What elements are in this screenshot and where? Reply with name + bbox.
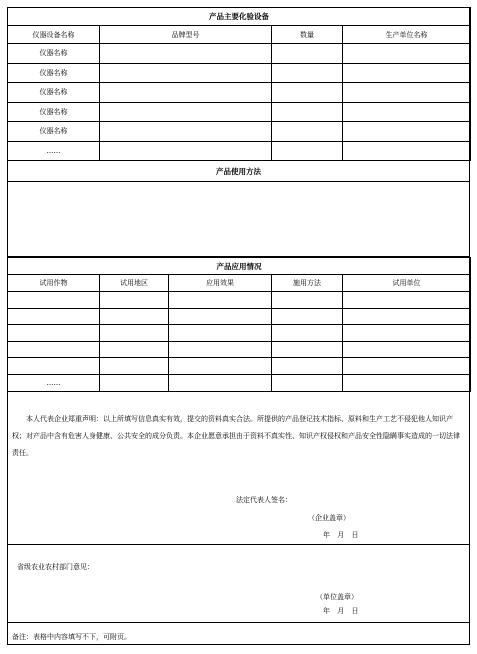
- application-header-cell: 试用单位: [343, 275, 471, 292]
- application-cell[interactable]: [343, 308, 471, 325]
- equipment-section-title: 产品主要化验设备: [8, 8, 471, 26]
- equipment-cell: 仪器名称: [8, 83, 100, 103]
- application-cell[interactable]: [272, 374, 343, 391]
- provincial-opinion-label: 省级农业农村部门意见：: [17, 563, 94, 571]
- application-header-row: [8, 275, 471, 292]
- equipment-header-row: [8, 26, 471, 44]
- equipment-row: [8, 63, 471, 83]
- application-row: [8, 308, 471, 325]
- application-header-cell: 应用效果: [169, 275, 272, 292]
- application-cell[interactable]: [343, 358, 471, 375]
- equipment-cell[interactable]: [272, 83, 343, 103]
- application-cell[interactable]: [272, 308, 343, 325]
- equipment-row: [8, 44, 471, 64]
- application-cell[interactable]: [343, 292, 471, 309]
- equipment-cell[interactable]: [100, 102, 272, 122]
- equipment-cell: 仪器名称: [8, 44, 100, 64]
- usage-method-section: [8, 163, 469, 257]
- application-cell[interactable]: [272, 358, 343, 375]
- application-form: [7, 7, 470, 645]
- equipment-cell[interactable]: [343, 102, 471, 122]
- declaration-text: 本人代表企业郑重声明：以上所填写信息真实有效，提交的资料真实合法。所提供的产品登记技术指标、原料和生产工艺不侵犯他人知识产权；对产品中含有危害人身健康、公共安全的成分负责。本企业愿意承担由于资料不真实性、知识产权侵权和产品安全性隐瞒事实造成的一切法律责任。: [12, 415, 460, 457]
- equipment-cell[interactable]: [272, 102, 343, 122]
- equipment-cell: ……: [8, 141, 100, 161]
- equipment-cell[interactable]: [272, 63, 343, 83]
- application-cell[interactable]: [100, 358, 169, 375]
- equipment-row: [8, 141, 471, 161]
- application-cell[interactable]: [343, 341, 471, 358]
- equipment-cell[interactable]: [100, 83, 272, 103]
- application-cell[interactable]: [8, 358, 100, 375]
- application-header-cell: 试用地区: [100, 275, 169, 292]
- application-cell[interactable]: [100, 308, 169, 325]
- declaration-date-label: 年 月 日: [323, 531, 359, 539]
- equipment-cell[interactable]: [343, 44, 471, 64]
- application-cell[interactable]: [100, 341, 169, 358]
- application-table: [7, 257, 471, 392]
- application-cell[interactable]: [169, 341, 272, 358]
- equipment-header-cell: 品牌型号: [100, 26, 272, 44]
- unit-seal-label: （单位盖章）: [316, 593, 358, 601]
- application-cell[interactable]: [100, 292, 169, 309]
- equipment-cell[interactable]: [343, 83, 471, 103]
- legal-representative-signature-label: 法定代表人签名：: [236, 496, 292, 504]
- equipment-header-cell: 仪器设备名称: [8, 26, 100, 44]
- application-cell[interactable]: [169, 358, 272, 375]
- application-cell[interactable]: [272, 292, 343, 309]
- equipment-cell[interactable]: [100, 44, 272, 64]
- usage-method-title: 产品使用方法: [8, 163, 469, 182]
- equipment-cell[interactable]: [343, 122, 471, 142]
- application-row: [8, 341, 471, 358]
- application-row: [8, 292, 471, 309]
- application-cell[interactable]: [8, 292, 100, 309]
- application-header-cell: 施用方法: [272, 275, 343, 292]
- equipment-cell[interactable]: [272, 141, 343, 161]
- application-cell[interactable]: [343, 374, 471, 391]
- application-cell: ……: [8, 374, 100, 391]
- application-section-title: 产品应用情况: [8, 258, 471, 275]
- application-cell[interactable]: [343, 325, 471, 342]
- application-cell[interactable]: [8, 325, 100, 342]
- application-row: [8, 374, 471, 391]
- equipment-cell[interactable]: [100, 122, 272, 142]
- application-cell[interactable]: [272, 341, 343, 358]
- equipment-cell[interactable]: [272, 122, 343, 142]
- application-cell[interactable]: [272, 325, 343, 342]
- application-cell[interactable]: [169, 325, 272, 342]
- application-cell[interactable]: [8, 341, 100, 358]
- application-cell[interactable]: [169, 374, 272, 391]
- company-seal-label: （企业盖章）: [308, 514, 350, 522]
- equipment-row: [8, 122, 471, 142]
- application-row: [8, 325, 471, 342]
- equipment-row: [8, 102, 471, 122]
- application-cell[interactable]: [100, 374, 169, 391]
- application-cell[interactable]: [100, 325, 169, 342]
- equipment-cell: 仪器名称: [8, 122, 100, 142]
- equipment-cell[interactable]: [100, 63, 272, 83]
- equipment-cell[interactable]: [100, 141, 272, 161]
- provincial-opinion-section: [8, 545, 469, 623]
- equipment-row: [8, 83, 471, 103]
- application-header-cell: 试用作物: [8, 275, 100, 292]
- equipment-cell: 仪器名称: [8, 102, 100, 122]
- application-cell[interactable]: [169, 292, 272, 309]
- equipment-table: [7, 7, 471, 161]
- application-row: [8, 358, 471, 375]
- equipment-header-cell: 数量: [272, 26, 343, 44]
- equipment-cell[interactable]: [343, 63, 471, 83]
- application-cell[interactable]: [169, 308, 272, 325]
- equipment-cell: 仪器名称: [8, 63, 100, 83]
- application-cell[interactable]: [8, 308, 100, 325]
- equipment-cell[interactable]: [272, 44, 343, 64]
- declaration-section: [8, 397, 469, 545]
- equipment-header-cell: 生产单位名称: [343, 26, 471, 44]
- opinion-date-label: 年 月 日: [323, 607, 359, 615]
- equipment-cell[interactable]: [343, 141, 471, 161]
- remarks-note: 备注：表格中内容填写不下，可附页。: [12, 633, 131, 641]
